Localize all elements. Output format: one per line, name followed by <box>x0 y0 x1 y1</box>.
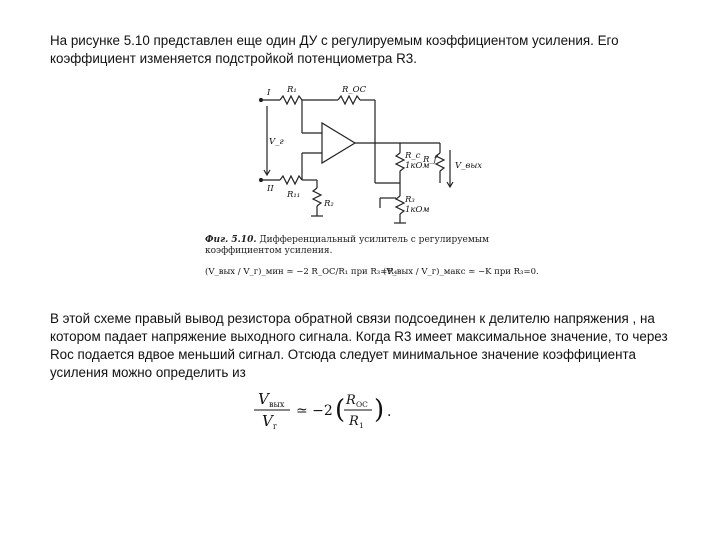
label-vin: V_г <box>269 137 284 147</box>
formula-r-denominator-sub: 1 <box>359 421 364 430</box>
formula-r-denominator: R <box>349 414 359 429</box>
svg-text:(: ( <box>335 395 346 425</box>
formula-denominator: V <box>262 412 273 430</box>
figure-caption <box>205 235 525 257</box>
svg-text:): ) <box>374 395 385 425</box>
circuit-diagram <box>205 78 483 233</box>
label-r2: R₂ <box>324 199 334 209</box>
intro-paragraph: На рисунке 5.10 представлен еще один ДУ с регулируемым коэффициентом усиления. Его коэффициент изменяется подстройкой потенциометра R3. <box>50 33 619 66</box>
label-rc: R_c <box>405 151 421 161</box>
label-input-2: II <box>267 184 274 194</box>
label-r1: R₁ <box>287 85 297 95</box>
formula-period: . <box>387 404 392 420</box>
explanation-paragraph: В этой схеме правый вывод резистора обратной связи подсоединен к делителю напряжения , на котором падает напряжение выходного сигнала. Когда R3 имеет максимальное значение, то через Roc подается вдвое меньший сигнал. Отсюда следует минимальное значение коэффициента усиления можно определить из <box>50 311 668 380</box>
figure-formulas <box>205 258 539 284</box>
figure-caption-text: Дифференциальный усилитель с регулируемым коэффициентом усиления. <box>205 235 490 256</box>
label-r3-value: 1кОм <box>405 205 430 215</box>
label-rf: R_f <box>423 155 437 165</box>
label-roc: R_OC <box>342 85 367 95</box>
figure-number: Фиг. 5.10. <box>205 235 257 245</box>
formula-operator: ≃ −2 <box>296 403 333 419</box>
label-r11: R₁₁ <box>287 190 301 200</box>
label-rc-value: 1кОм <box>405 161 430 171</box>
gain-formula <box>248 388 398 432</box>
formula-denominator-sub: г <box>273 422 278 431</box>
formula-r-numerator-sub: OC <box>356 400 368 409</box>
formula-min: (V_вых / V_г)_мин ≃ −2 R_OC/R₁ при R₃=R₄ <box>205 267 398 277</box>
label-input-1: I <box>267 88 271 98</box>
label-r3: R₃ <box>405 195 415 205</box>
label-vout: V_вых <box>455 161 483 171</box>
formula-numerator-sub: вых <box>269 400 285 409</box>
formula-numerator: V <box>258 390 269 408</box>
formula-r-numerator: R <box>346 393 356 408</box>
formula-max: (V_вых / V_г)_макс ≃ −K при R₃=0. <box>383 267 539 277</box>
